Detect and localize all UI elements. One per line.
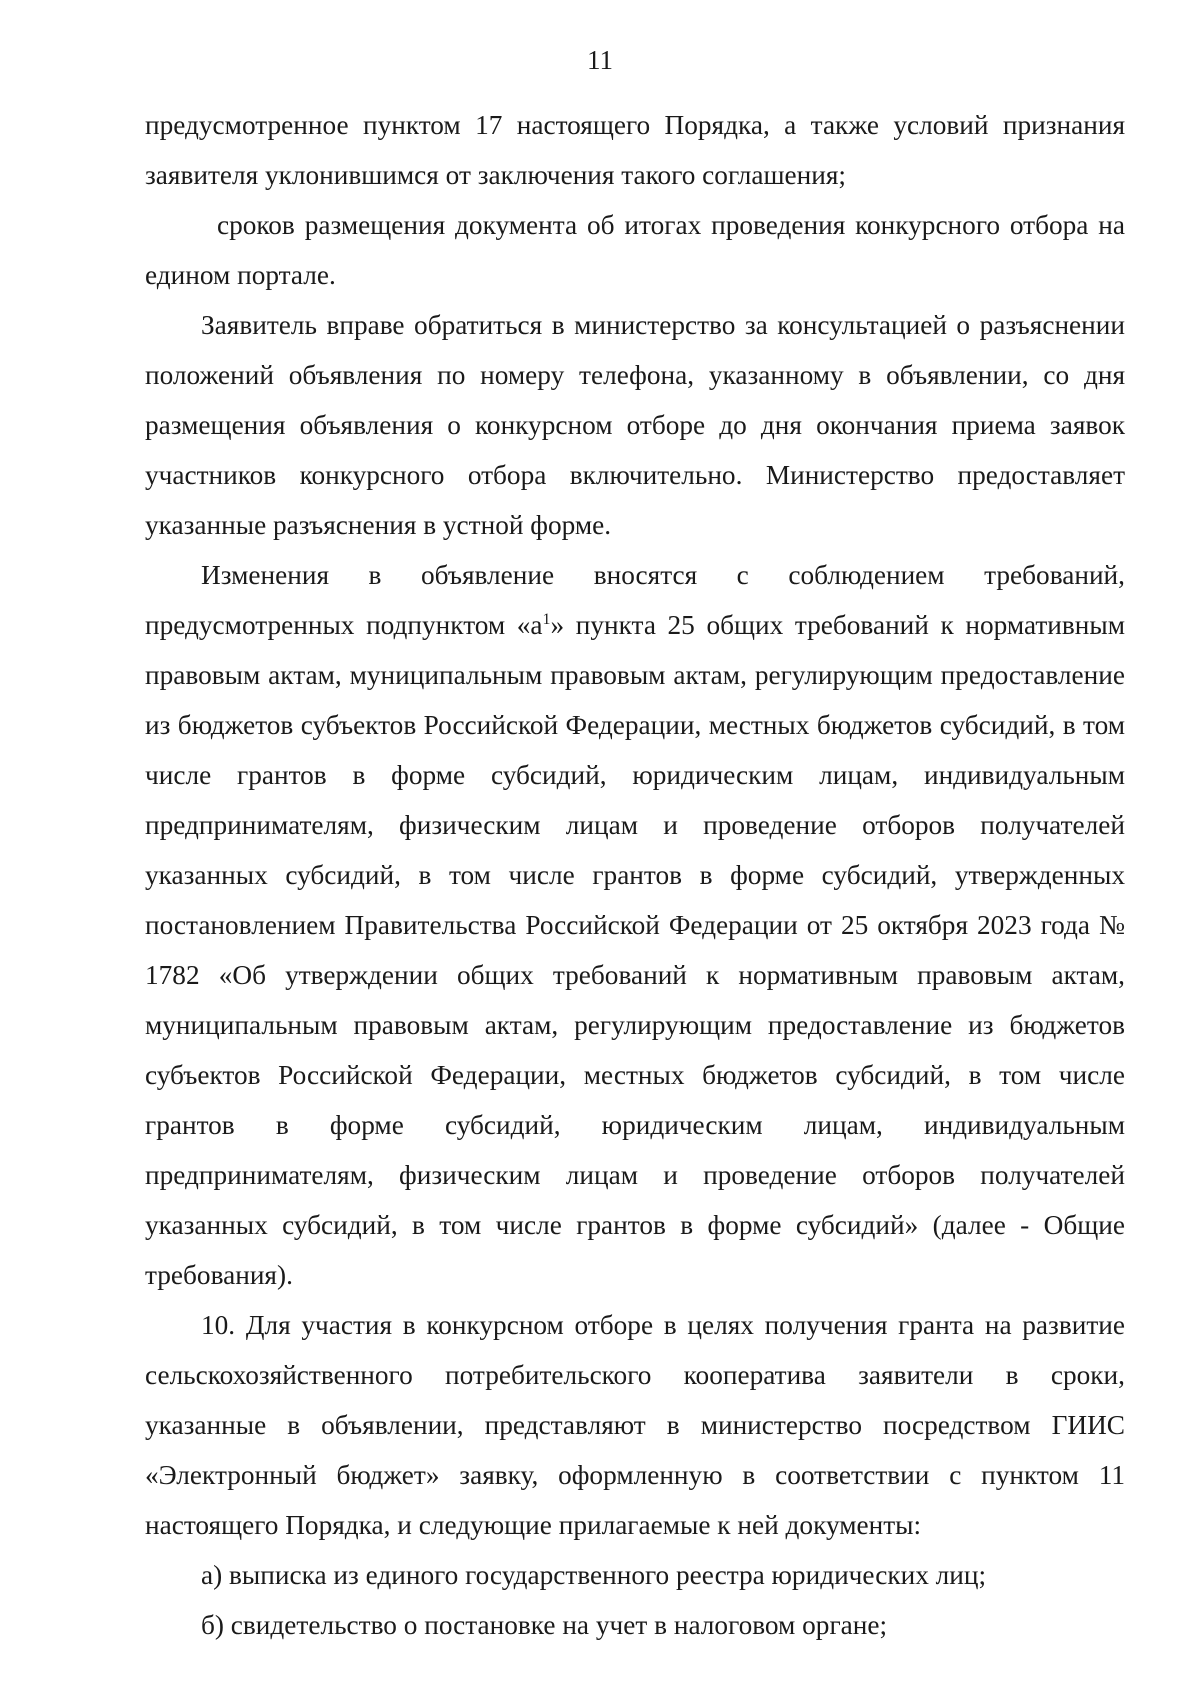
list-item-b: б) свидетельство о постановке на учет в налоговом органе; — [201, 1610, 888, 1640]
paragraph-placement-terms: сроков размещения документа об итогах проведения конкурсного отбора на едином портале. — [145, 210, 1125, 290]
paragraph-agreement-conditions: предусмотренное пунктом 17 настоящего Порядка, а также условий признания заявителя уклонившимся от заключения такого соглашения; — [145, 110, 1125, 190]
document-body — [145, 100, 1125, 1650]
superscript-marker: 1 — [542, 610, 551, 628]
paragraph-amendments — [145, 550, 1125, 1300]
amendments-text-end: » пункта 25 общих требований к нормативным правовым актам, муниципальным правовым актам, регулирующим предоставление из бюджетов субъектов Российской Федерации, местных бюджетов субсидий, в том числе грантов в форме субсидий, юридическим лицам, индивидуальным предпринимателям, физическим лицам и проведение отборов получателей указанных субсидий, в том числе грантов в форме субсидий, утвержденных постановлением Правительства Российской Федерации от 25 октября 2023 года № 1782 «Об утверждении общих требований к нормативным правовым актам, муниципальным правовым актам, регулирующим предоставление из бюджетов субъектов Российской Федерации, местных бюджетов субсидий, в том числе грантов в форме субсидий, юридическим лицам, индивидуальным предпринимателям, физическим лицам и проведение отборов получателей указанных субсидий, в том числе грантов в форме субсидий» (далее - Общие требования). — [145, 610, 1125, 1290]
amendments-text-start: Изменения в объявление вносятся с соблюдением требований, предусмотренных подпунктом «а — [145, 560, 1125, 640]
paragraph-item-10: 10. Для участия в конкурсном отборе в целях получения гранта на развитие сельскохозяйственного потребительского кооператива заявители в сроки, указанные в объявлении, представляют в министерство посредством ГИИС «Электронный бюджет» заявку, оформленную в соответствии с пунктом 11 настоящего Порядка, и следующие прилагаемые к ней документы: — [145, 1310, 1125, 1540]
page-number: 11 — [587, 45, 613, 75]
list-item-a: а) выписка из единого государственного реестра юридических лиц; — [201, 1560, 987, 1590]
paragraph-consultation: Заявитель вправе обратиться в министерство за консультацией о разъяснении положений объявления по номеру телефона, указанному в объявлении, со дня размещения объявления о конкурсном отборе до дня окончания приема заявок участников конкурсного отбора включительно. Министерство предоставляет указанные разъяснения в устной форме. — [145, 310, 1125, 540]
